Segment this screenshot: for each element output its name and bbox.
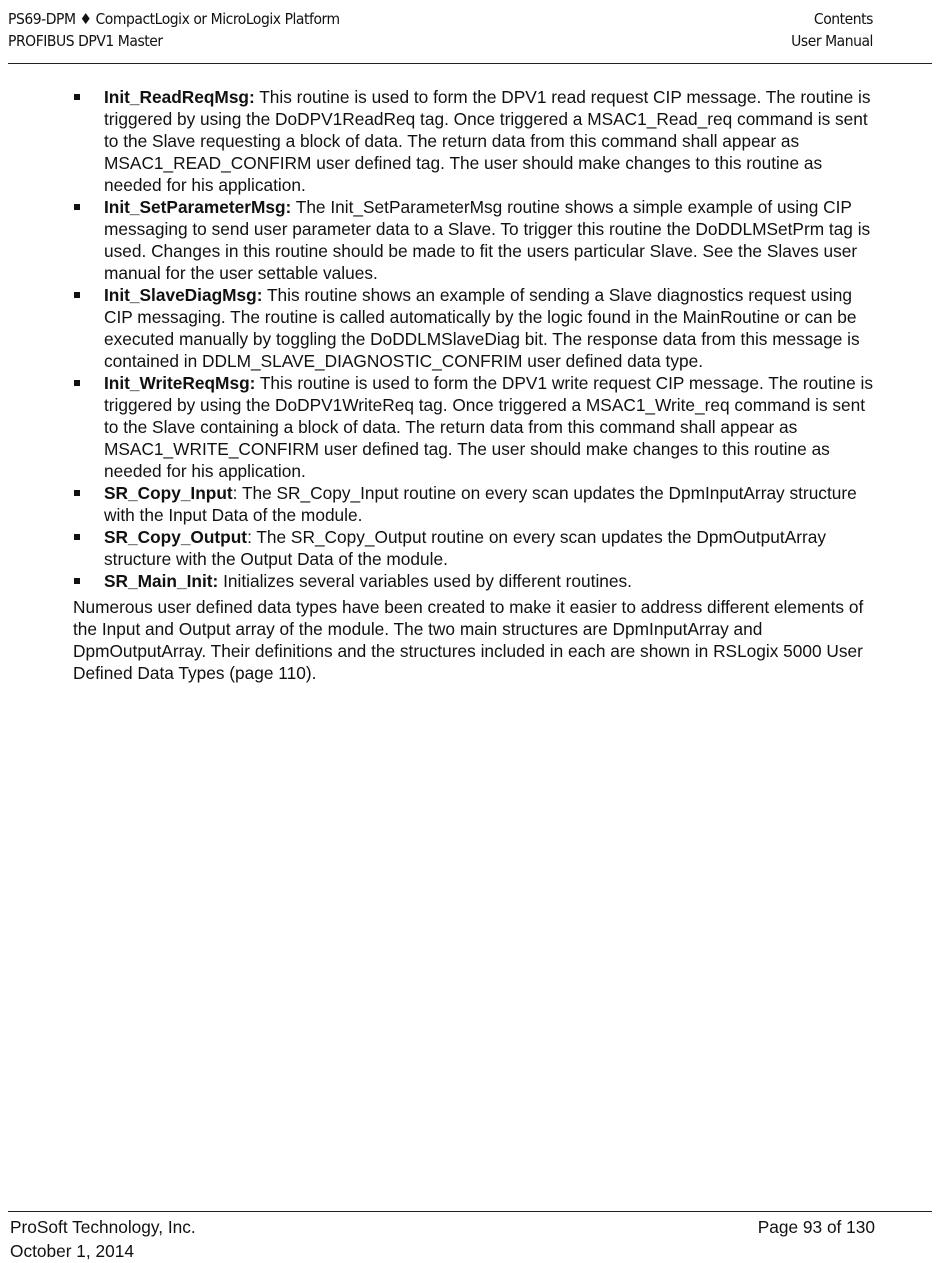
list-item (73, 570, 873, 592)
routine-description: This routine is used to form the DPV1 write request CIP message. The routine is triggered by using the DoDPV1WriteReq tag. Once triggered a MSAC1_Write_req command is sent to the Slave containing a block of data. The return data from this command shall appear as MSAC1_WRITE_CONFIRM user defined tag. The user should make changes to this routine as needed for his application. (104, 373, 874, 481)
list-item (73, 284, 873, 372)
header-divider (8, 63, 932, 64)
publish-date: October 1, 2014 (10, 1241, 134, 1261)
routine-name: Init_SlaveDiagMsg: (104, 285, 263, 305)
routine-name: SR_Copy_Output (104, 527, 248, 547)
product-title: PS69-DPM ♦ CompactLogix or MicroLogix Platform (8, 10, 340, 28)
routine-name: SR_Copy_Input (104, 483, 233, 503)
routine-description: : The SR_Copy_Output routine on every scan updates the DpmOutputArray structure with the Output Data of the module. (104, 527, 826, 569)
routine-name: Init_SetParameterMsg: (104, 197, 292, 217)
routine-name: Init_ReadReqMsg: (104, 87, 255, 107)
list-item (73, 482, 873, 526)
list-item (73, 196, 873, 284)
product-subtitle: PROFIBUS DPV1 Master (8, 32, 163, 50)
section-title: Contents (813, 10, 873, 28)
list-item (73, 86, 873, 196)
list-item (73, 526, 873, 570)
routine-description: This routine shows an example of sending a Slave diagnostics request using CIP messaging. The routine is called automatically by the logic found in the MainRoutine or can be executed manually by toggling the DoDDLMSlaveDiag bit. The response data from this message is contained in DDLM_SLAVE_DIAGNOSTIC_CONFRIM user defined data type. (104, 285, 860, 371)
bullet-square-icon (74, 380, 80, 386)
routine-description: This routine is used to form the DPV1 read request CIP message. The routine is triggered by using the DoDPV1ReadReq tag. Once triggered a MSAC1_Read_req command is sent to the Slave requesting a block of data. The return data from this command shall appear as MSAC1_READ_CONFIRM user defined tag. The user should make changes to this routine as needed for his application. (104, 87, 871, 195)
bullet-square-icon (74, 534, 80, 540)
routine-description: The Init_SetParameterMsg routine shows a simple example of using CIP messaging to send user parameter data to a Slave. To trigger this routine the DoDDLMSetPrm tag is used. Changes in this routine should be made to fit the users particular Slave. See the Slaves user manual for the user settable values. (104, 197, 871, 283)
list-item (73, 372, 873, 482)
page-body (73, 86, 873, 684)
footer-left (10, 1215, 196, 1263)
page-number: Page 93 of 130 (757, 1217, 875, 1237)
bullet-square-icon (74, 490, 80, 496)
bullet-square-icon (74, 204, 80, 210)
footer-divider (8, 1211, 932, 1212)
bullet-square-icon (74, 94, 80, 100)
header-right (791, 8, 873, 52)
bullet-square-icon (74, 578, 80, 584)
routine-name: Init_WriteReqMsg: (104, 373, 256, 393)
manual-title: User Manual (791, 32, 873, 50)
routine-description: : The SR_Copy_Input routine on every scan updates the DpmInputArray structure with the Input Data of the module. (104, 483, 857, 525)
routine-list (73, 86, 873, 592)
body-paragraph: Numerous user defined data types have been created to make it easier to address different elements of the Input and Output array of the module. The two main structures are DpmInputArray and DpmOutputArray. Their definitions and the structures included in each are shown in RSLogix 5000 User Defined Data Types (page 110). (73, 597, 864, 683)
bullet-square-icon (74, 292, 80, 298)
routine-description: Initializes several variables used by different routines. (218, 571, 632, 591)
header-left (8, 8, 340, 52)
routine-name: SR_Main_Init: (104, 571, 219, 591)
page-header (8, 8, 950, 64)
company-name: ProSoft Technology, Inc. (10, 1217, 196, 1237)
